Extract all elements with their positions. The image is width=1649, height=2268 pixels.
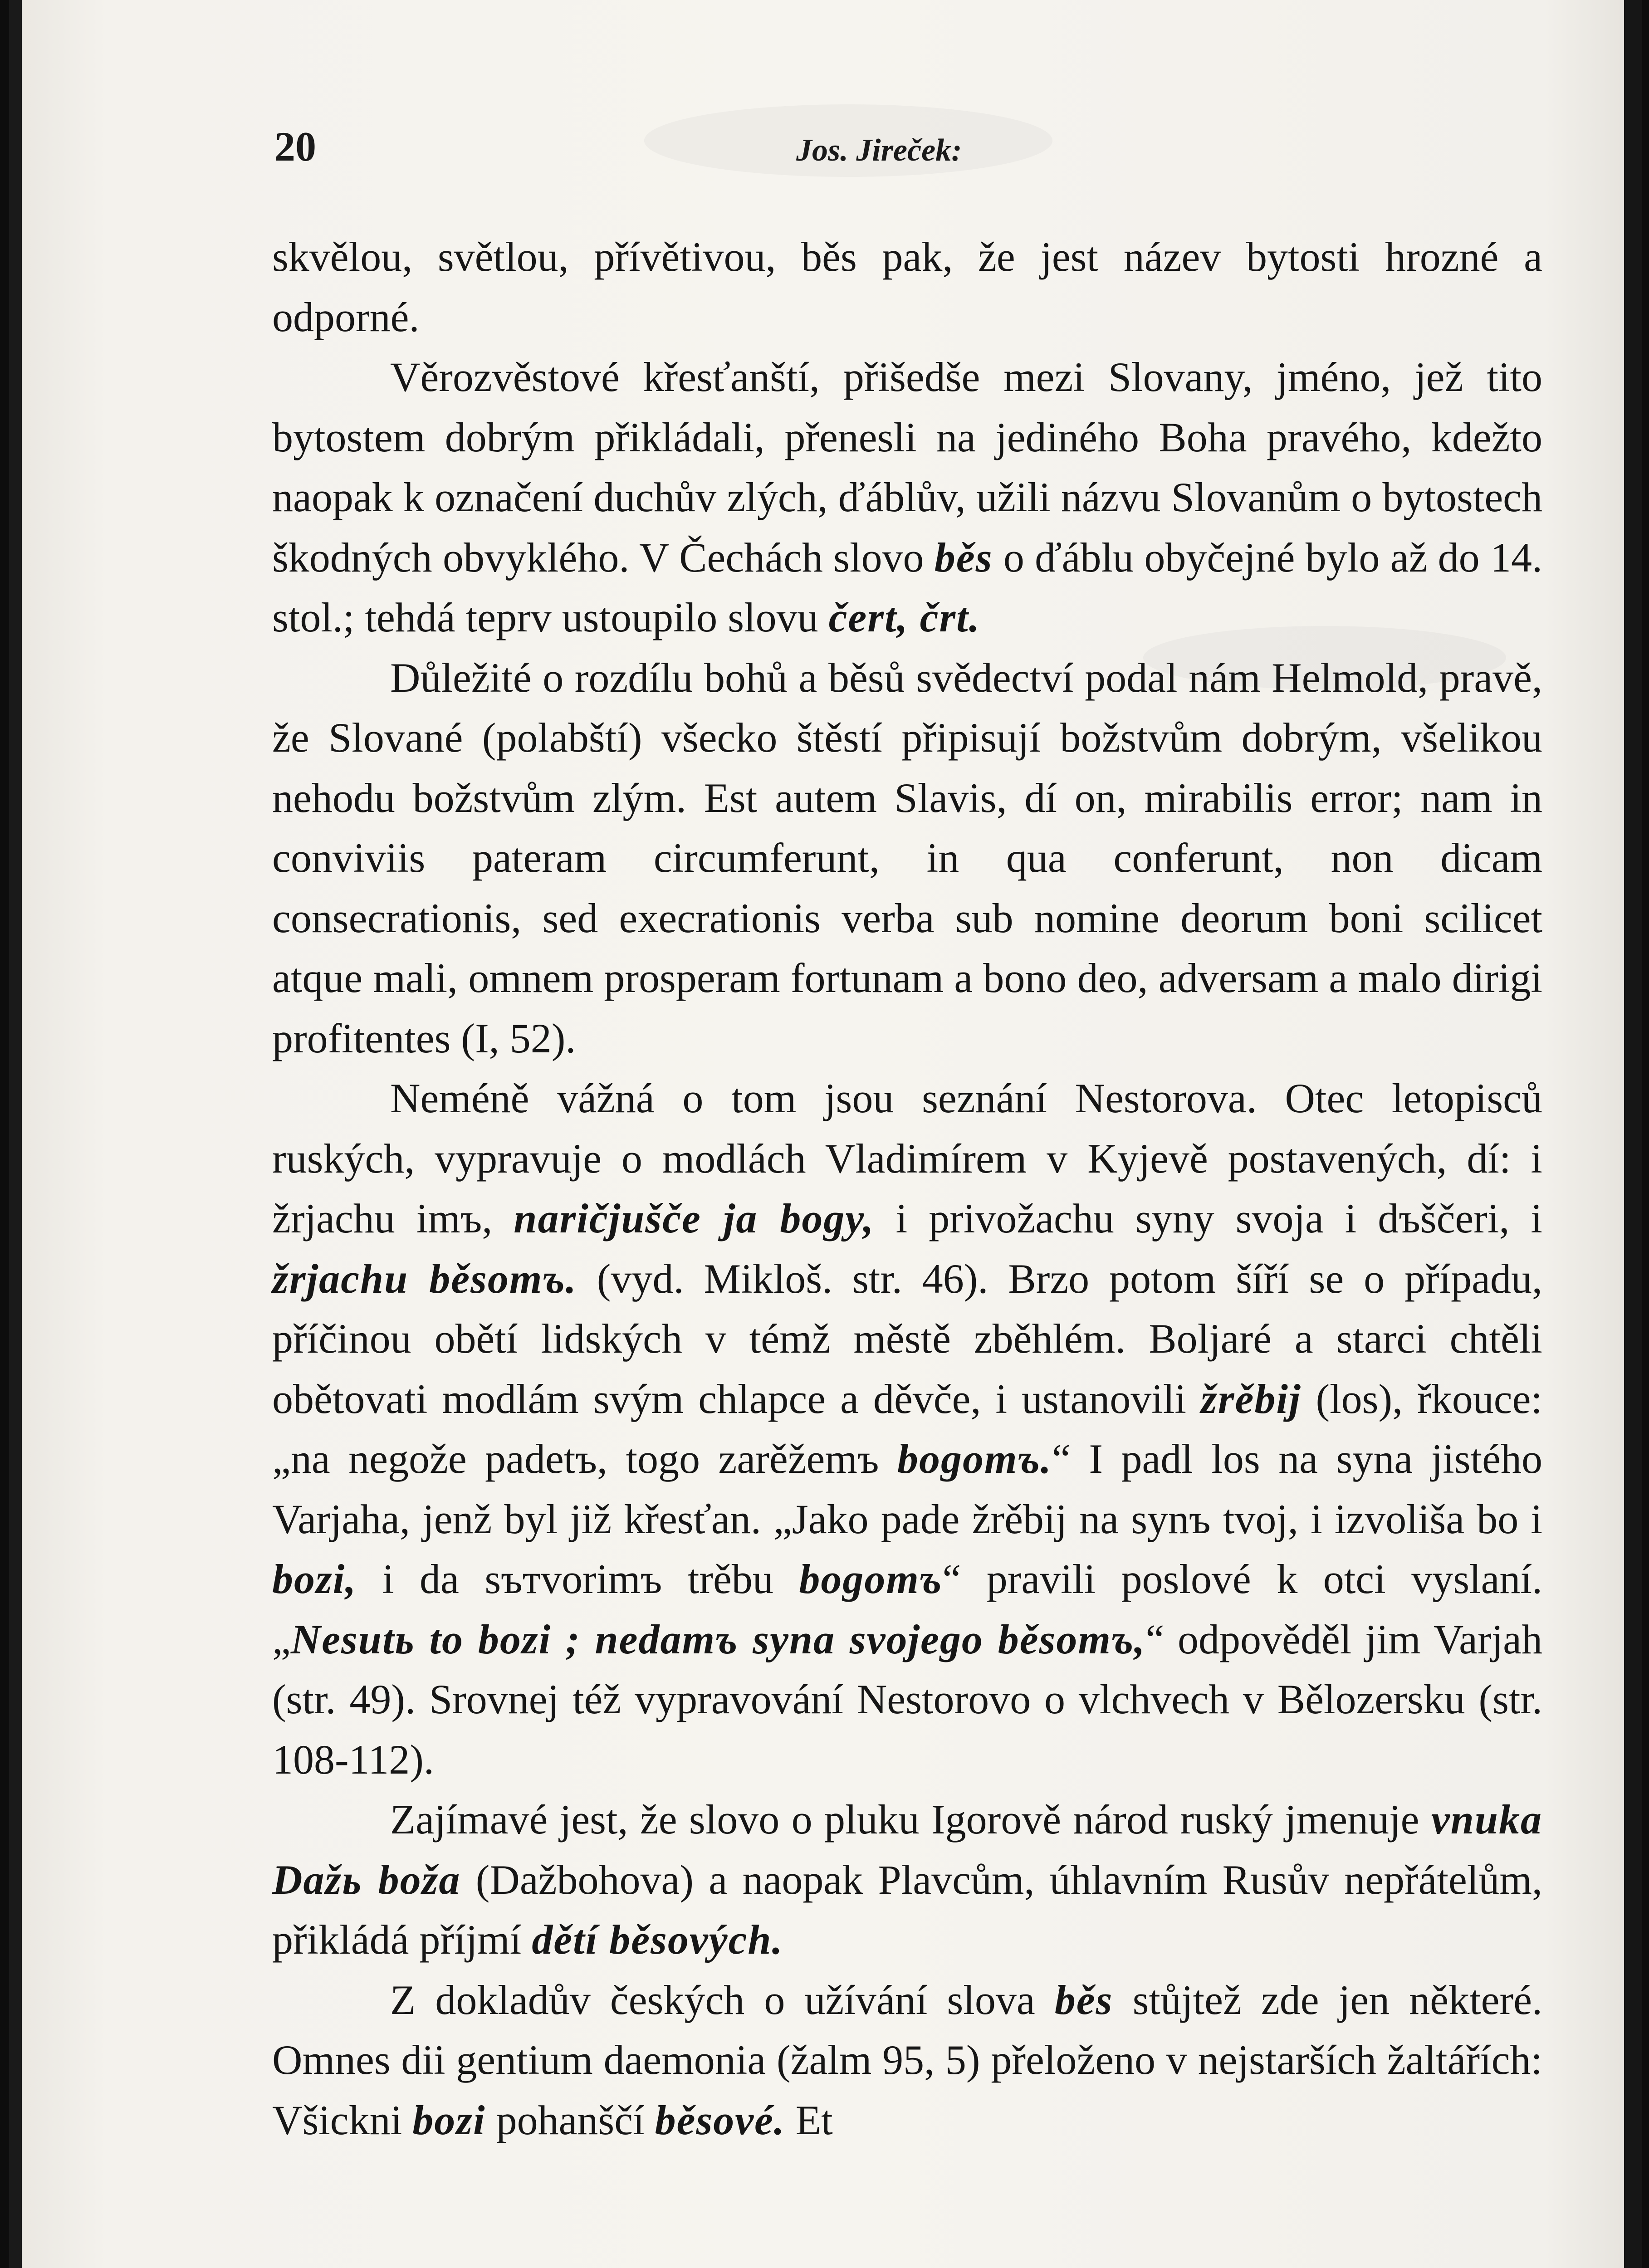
text-run: “ pravili poslové k otci vyslaní. „	[272, 1556, 1542, 1662]
text-run: pohanščí	[485, 2097, 655, 2143]
paragraph	[272, 227, 1542, 347]
italic-term: bozi,	[272, 1556, 357, 1602]
text-run: i da sътvorimъ trěbu	[357, 1556, 799, 1602]
text-run: (Dažbohova) a naopak Plavcům, úhlavním Rusův nepřátelům, přikládá příjmí	[272, 1856, 1542, 1963]
paragraph	[272, 1789, 1542, 1970]
italic-term: Nesutь to bozi ; nedamъ syna svojego běsomъ,	[290, 1616, 1146, 1662]
scan-edge-right	[1624, 0, 1642, 2268]
text-run: Neméně vážná o tom jsou seznání Nestorova. Otec letopisců ruských, vypravuje o modlách Vladimírem v Kyjevě postavených, dí: i žrjachu imъ,	[272, 1075, 1542, 1242]
text-run: Et	[785, 2097, 833, 2143]
page-header	[261, 122, 1540, 172]
italic-term: vnuka Dažь boža	[272, 1796, 1542, 1903]
text-run: “ odpověděl jim Varjah (str. 49). Srovnej též vypravování Nestorovo o vlchvech v Bělozersku (str. 108-112).	[272, 1616, 1542, 1783]
scan-edge-left	[9, 0, 22, 2268]
page-number: 20	[274, 123, 316, 170]
italic-term: naričjušče ja bogy,	[514, 1195, 875, 1242]
paragraph	[272, 347, 1542, 648]
italic-term: bogomъ	[799, 1556, 943, 1602]
italic-term: běsové.	[655, 2097, 785, 2143]
text-run: Důležité o rozdílu bohů a běsů svědectví podal nám Helmold, pravě, že Slované (polabští) všecko štěstí připisují božstvům dobrým, všelikou nehodu božstvům zlým. Est autem Slavis, dí on, mirabilis error; nam in conviviis pateram circumferunt, in qua conferunt, non dicam consecrationis, sed execrationis verba sub nomine deorum boni scilicet atque mali, omnem prosperam fortunam a bono deo, adversam a malo dirigi profitentes (I, 52).	[272, 654, 1542, 1061]
text-run: Zajímavé jest, že slovo o pluku Igorově národ ruský jmenuje	[390, 1796, 1431, 1843]
italic-term: běs	[934, 534, 993, 581]
italic-term: běs	[1054, 1976, 1113, 2023]
text-run: o ďáblu obyčejné bylo až do 14. stol.; tehdá teprv ustoupilo slovu	[272, 534, 1542, 640]
text-run: stůjtež zde jen některé. Omnes dii gentium daemonia (žalm 95, 5) přeloženo v nejstarších žaltářích: Všickni	[272, 1976, 1542, 2143]
italic-term: žrěbij	[1200, 1375, 1302, 1422]
text-run: i privožachu syny svoja i dъščeri, i	[874, 1195, 1542, 1242]
body-text	[272, 227, 1542, 2150]
text-run: Věrozvěstové křesťanští, přišedše mezi Slovany, jméno, jež tito bytostem dobrým přikládali, přenesli na jediného Boha pravého, kdežto naopak k označení duchův zlých, ďáblův, užili názvu Slovanům o bytostech škodných obvyklého. V Čechách slovo	[272, 354, 1542, 581]
paragraph	[272, 1068, 1542, 1789]
italic-term: bogomъ.	[897, 1436, 1052, 1482]
book-page	[9, 0, 1642, 2268]
paragraph	[272, 648, 1542, 1069]
italic-term: čert, črt.	[828, 594, 980, 640]
running-head: Jos. Jireček:	[796, 133, 962, 168]
text-run: (los), řkouce: „na negože padetъ, togo zarěžemъ	[272, 1375, 1542, 1482]
text-run: skvělou, světlou, přívětivou, běs pak, že jest název bytosti hrozné a odporné.	[272, 234, 1542, 340]
text-run: “ I padl los na syna jistého Varjaha, jenž byl již křesťan. „Jako pade žrěbij na synъ tvoj, i izvoliša bo i	[272, 1436, 1542, 1542]
italic-term: dětí běsových.	[532, 1916, 783, 1963]
paragraph	[272, 1970, 1542, 2151]
text-run: Z dokladův českých o užívání slova	[390, 1976, 1055, 2023]
italic-term: žrjachu běsomъ.	[272, 1255, 577, 1302]
italic-term: bozi	[412, 2097, 486, 2143]
text-run: (vyd. Mikloš. str. 46). Brzo potom šíří se o případu, příčinou obětí lidských v témž městě zběhlém. Boljaré a starci chtěli obětovati modlám svým chlapce a děvče, i ustanovili	[272, 1255, 1543, 1422]
